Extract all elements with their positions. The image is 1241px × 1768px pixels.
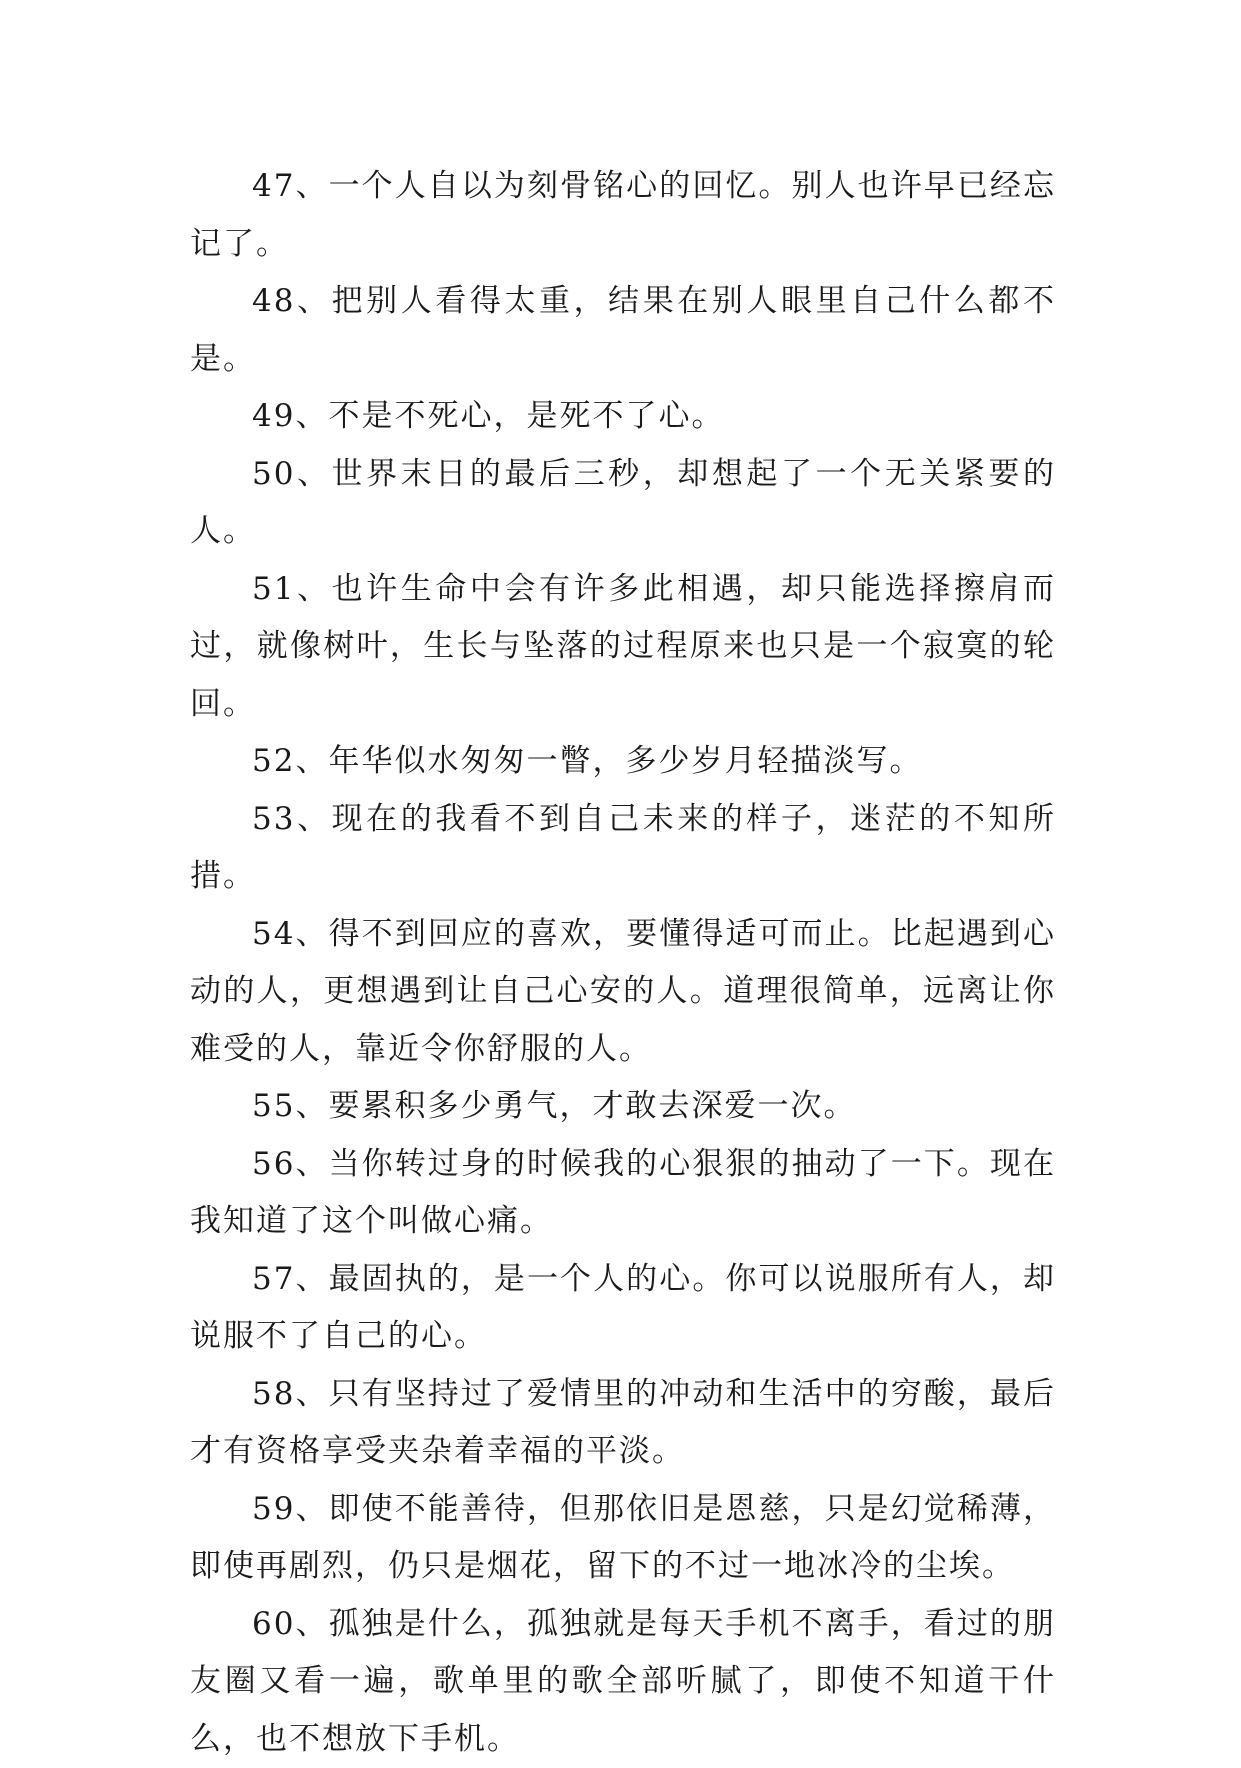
paragraph-55: 55、要累积多少勇气，才敢去深爱一次。 (190, 1078, 1056, 1136)
paragraph-48: 48、把别人看得太重，结果在别人眼里自己什么都不是。 (190, 273, 1056, 388)
paragraph-59: 59、即使不能善待，但那依旧是恩慈，只是幻觉稀薄，即使再剧烈，仍只是烟花，留下的不过一地冰冷的尘埃。 (190, 1481, 1056, 1596)
paragraph-47: 47、一个人自以为刻骨铭心的回忆。别人也许早已经忘记了。 (190, 158, 1056, 273)
paragraph-50: 50、世界末日的最后三秒，却想起了一个无关紧要的人。 (190, 446, 1056, 561)
document-body (190, 158, 1056, 1768)
paragraph-49: 49、不是不死心，是死不了心。 (190, 388, 1056, 446)
paragraph-54: 54、得不到回应的喜欢，要懂得适可而止。比起遇到心动的人，更想遇到让自己心安的人。道理很简单，远离让你难受的人，靠近令你舒服的人。 (190, 906, 1056, 1079)
paragraph-51: 51、也许生命中会有许多此相遇，却只能选择擦肩而过，就像树叶，生长与坠落的过程原来也只是一个寂寞的轮回。 (190, 561, 1056, 734)
paragraph-57: 57、最固执的，是一个人的心。你可以说服所有人，却说服不了自己的心。 (190, 1251, 1056, 1366)
paragraph-60: 60、孤独是什么，孤独就是每天手机不离手，看过的朋友圈又看一遍，歌单里的歌全部听腻了，即使不知道干什么，也不想放下手机。 (190, 1596, 1056, 1768)
paragraph-58: 58、只有坚持过了爱情里的冲动和生活中的穷酸，最后才有资格享受夹杂着幸福的平淡。 (190, 1366, 1056, 1481)
paragraph-53: 53、现在的我看不到自己未来的样子，迷茫的不知所措。 (190, 791, 1056, 906)
paragraph-52: 52、年华似水匆匆一瞥，多少岁月轻描淡写。 (190, 733, 1056, 791)
paragraph-56: 56、当你转过身的时候我的心狠狠的抽动了一下。现在我知道了这个叫做心痛。 (190, 1136, 1056, 1251)
